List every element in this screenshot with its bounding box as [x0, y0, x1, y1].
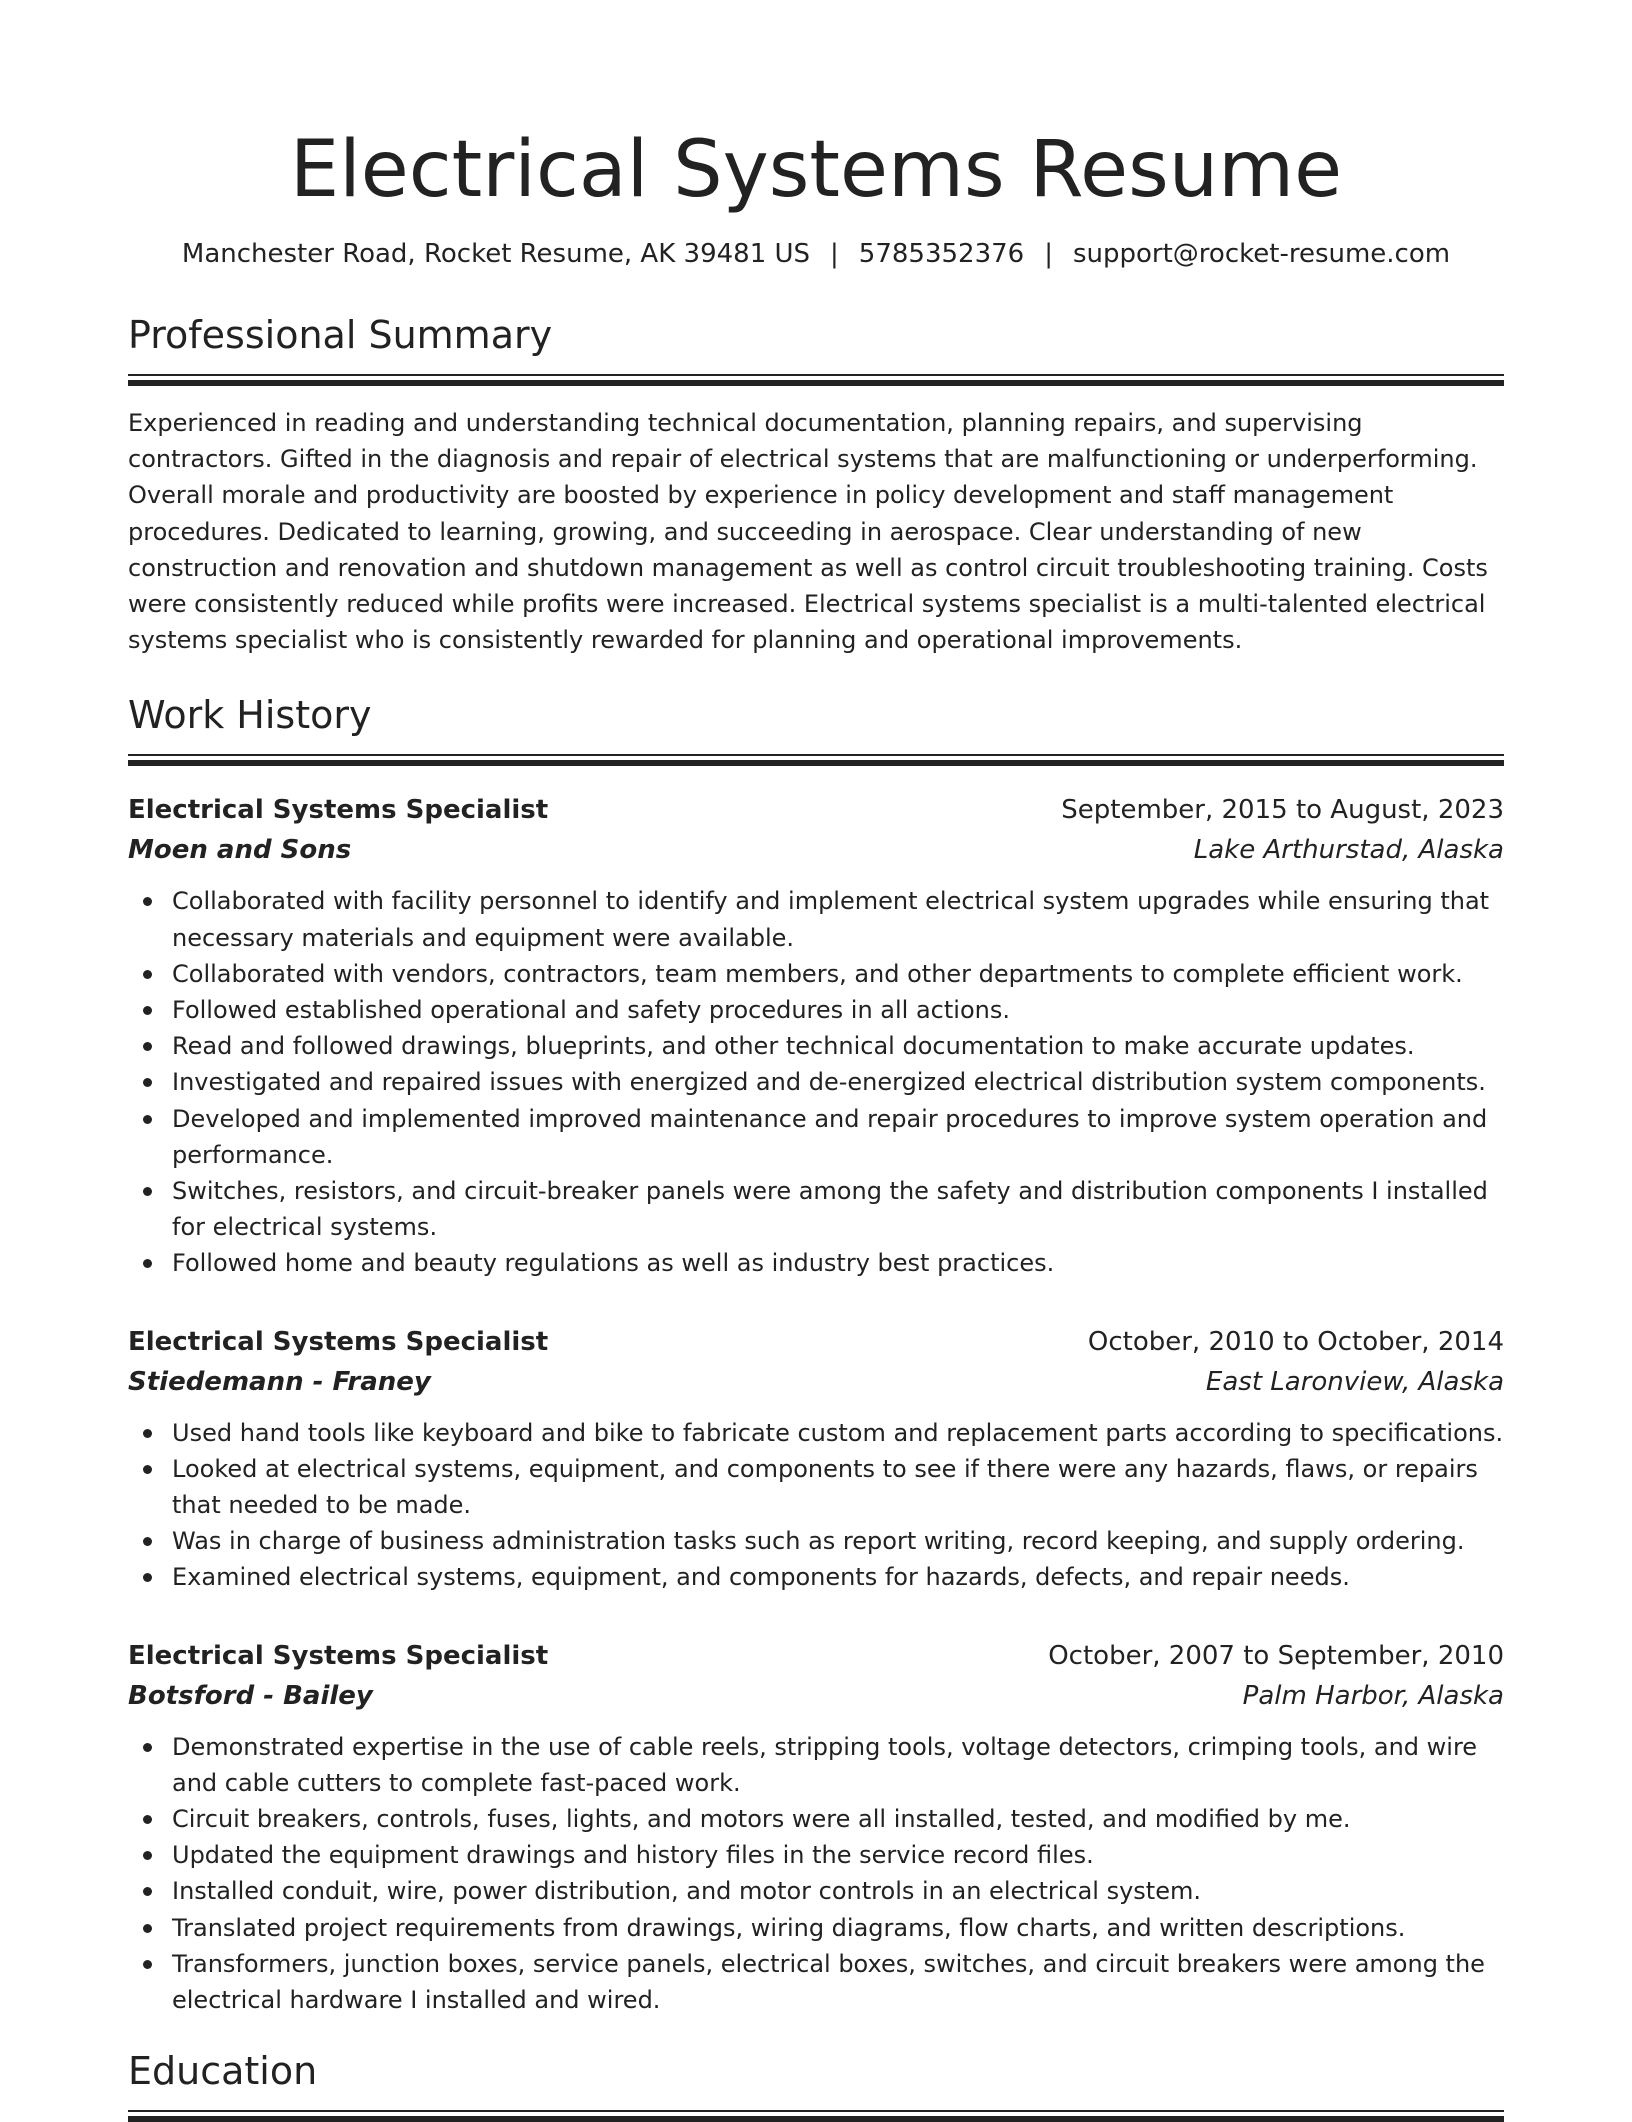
professional-summary-section [128, 310, 1504, 658]
job-location: East Laronview, Alaska [1205, 1366, 1504, 1397]
contact-line [128, 236, 1504, 272]
job-bullet [128, 992, 1504, 1028]
bullet-icon [143, 1573, 152, 1582]
job-bullet-text: Translated project requirements from drawings, wiring diagrams, flow charts, and written descriptions. [172, 1913, 1406, 1942]
contact-email: support@rocket-resume.com [1072, 239, 1451, 269]
job-dates: October, 2010 to October, 2014 [1087, 1326, 1504, 1357]
job-bullet-text: Collaborated with facility personnel to identify and implement electrical system upgrades while ensuring that necessary materials and equipment were available. [172, 887, 1490, 952]
job-entry [128, 790, 1504, 1281]
resume-page [128, 0, 1504, 2122]
job-subheader-row [128, 1676, 1504, 1716]
job-bullet [128, 1559, 1504, 1595]
section-divider [128, 374, 1504, 376]
bullet-icon [143, 1042, 152, 1051]
bullet-icon [143, 970, 152, 979]
contact-address: Manchester Road, Rocket Resume, AK 39481 US [181, 239, 811, 269]
bullet-icon [143, 1259, 152, 1268]
job-title: Electrical Systems Specialist [128, 1326, 549, 1357]
contact-phone: 5785352376 [858, 239, 1025, 269]
bullet-icon [143, 1187, 152, 1196]
job-bullet-text: Demonstrated expertise in the use of cable reels, stripping tools, voltage detectors, crimping tools, and wire and cable cutters to complete fast-paced work. [172, 1732, 1478, 1797]
bullet-icon [143, 1078, 152, 1087]
job-title: Electrical Systems Specialist [128, 1640, 549, 1671]
job-bullet-text: Followed established operational and safety procedures in all actions. [172, 996, 1010, 1025]
section-heading-summary: Professional Summary [128, 313, 553, 357]
job-bullet [128, 1101, 1504, 1173]
job-bullet [128, 1451, 1504, 1523]
job-header-row [128, 790, 1504, 830]
job-bullet-text: Read and followed drawings, blueprints, and other technical documentation to make accurate updates. [172, 1032, 1415, 1061]
job-header-row [128, 1636, 1504, 1676]
job-bullet-text: Developed and implemented improved maintenance and repair procedures to improve system operation and performance. [172, 1104, 1488, 1169]
job-dates: October, 2007 to September, 2010 [1048, 1640, 1504, 1671]
job-bullet [128, 883, 1504, 955]
job-bullet [128, 1946, 1504, 2018]
bullet-icon [143, 1815, 152, 1824]
job-bullet-list [128, 883, 1504, 1281]
job-subheader-row [128, 830, 1504, 870]
bullet-icon [143, 1429, 152, 1438]
job-entry [128, 1636, 1504, 2019]
job-bullet [128, 1523, 1504, 1559]
job-bullet [128, 1245, 1504, 1281]
job-bullet-text: Collaborated with vendors, contractors, team members, and other departments to complete efficient work. [172, 959, 1463, 988]
job-bullet-text: Switches, resistors, and circuit-breaker panels were among the safety and distribution components I installed for electrical systems. [172, 1177, 1488, 1242]
job-bullet-list [128, 1415, 1504, 1596]
job-bullet-text: Examined electrical systems, equipment, and components for hazards, defects, and repair needs. [172, 1563, 1350, 1592]
bullet-icon [143, 1851, 152, 1860]
bullet-icon [143, 1960, 152, 1969]
bullet-icon [143, 1006, 152, 1015]
section-divider-thick [128, 2116, 1504, 2122]
job-company: Stiedemann - Franey [128, 1366, 431, 1397]
job-location: Lake Arthurstad, Alaska [1193, 835, 1504, 866]
section-divider [128, 754, 1504, 756]
job-dates: September, 2015 to August, 2023 [1061, 795, 1504, 826]
job-bullet [128, 956, 1504, 992]
work-history-section [128, 690, 1504, 2018]
job-bullet-text: Looked at electrical systems, equipment, and components to see if there were any hazards, flaws, or repairs that needed to be made. [172, 1454, 1478, 1520]
summary-text: Experienced in reading and understanding technical documentation, planning repairs, and supervising contractors. Gifted in the diagnosis and repair of electrical systems that are malfunctioning or underperforming. Overall morale and productivity are boosted by experience in policy development and staff management procedures. Dedicated to learning, growing, and succeeding in aerospace. Clear understanding of new construction and renovation and shutdown management as well as control circuit troubleshooting training. Costs were consistently reduced while profits were increased. Electrical systems specialist is a multi-talented electrical systems specialist who is consistently rewarded for planning and operational improvements. [128, 409, 1488, 655]
contact-separator: | [1044, 239, 1053, 269]
job-bullet [128, 1173, 1504, 1245]
bullet-icon [143, 1115, 152, 1124]
section-divider-thick [128, 380, 1504, 386]
section-heading-work: Work History [128, 693, 372, 738]
job-bullet [128, 1873, 1504, 1909]
job-bullet-text: Used hand tools like keyboard and bike to fabricate custom and replacement parts according to specifications. [172, 1418, 1504, 1447]
job-bullet-text: Followed home and beauty regulations as well as industry best practices. [172, 1249, 1055, 1278]
section-heading-education: Education [128, 2049, 318, 2094]
section-divider-thick [128, 760, 1504, 766]
job-company: Moen and Sons [128, 835, 352, 866]
job-company: Botsford - Bailey [128, 1680, 373, 1711]
job-bullet [128, 1910, 1504, 1946]
job-bullet [128, 1415, 1504, 1451]
job-bullet-text: Transformers, junction boxes, service panels, electrical boxes, switches, and circuit breakers were among the electrical hardware I installed and wired. [172, 1949, 1485, 2015]
job-subheader-row [128, 1362, 1504, 1402]
bullet-icon [143, 1887, 152, 1896]
resume-name: Electrical Systems Resume [289, 125, 1343, 215]
bullet-icon [143, 897, 152, 906]
job-bullet-text: Was in charge of business administration tasks such as report writing, record keeping, and supply ordering. [172, 1527, 1465, 1556]
job-bullet-text: Circuit breakers, controls, fuses, lights, and motors were all installed, tested, and modified by me. [172, 1805, 1351, 1834]
job-bullet [128, 1064, 1504, 1100]
job-bullet-list [128, 1729, 1504, 2019]
bullet-icon [143, 1743, 152, 1752]
bullet-icon [143, 1537, 152, 1546]
education-section [128, 2046, 1504, 2122]
job-bullet [128, 1729, 1504, 1801]
job-bullet [128, 1028, 1504, 1064]
job-header-row [128, 1322, 1504, 1362]
contact-separator: | [830, 239, 839, 269]
job-bullet-text: Updated the equipment drawings and history files in the service record files. [172, 1841, 1094, 1870]
job-bullet-text: Investigated and repaired issues with energized and de-energized electrical distribution system components. [172, 1068, 1486, 1097]
job-title: Electrical Systems Specialist [128, 795, 549, 826]
job-bullet [128, 1801, 1504, 1837]
job-bullet-text: Installed conduit, wire, power distribution, and motor controls in an electrical system. [172, 1877, 1201, 1906]
bullet-icon [143, 1465, 152, 1474]
job-location: Palm Harbor, Alaska [1242, 1680, 1504, 1711]
job-entry [128, 1322, 1504, 1596]
bullet-icon [143, 1924, 152, 1933]
job-bullet [128, 1837, 1504, 1873]
